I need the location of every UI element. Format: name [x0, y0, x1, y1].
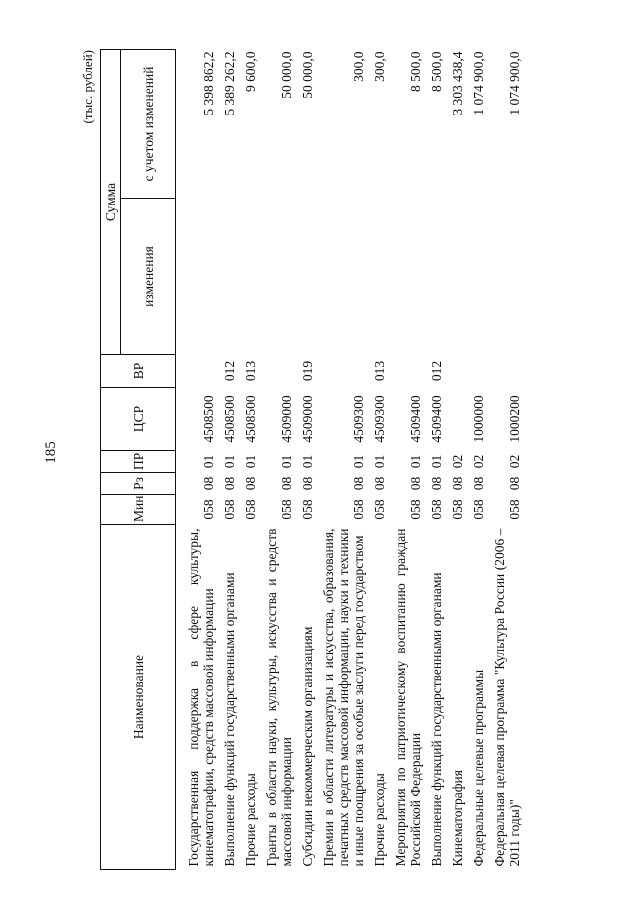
- row-rz: 08: [300, 476, 315, 491]
- table-row: [489, 49, 525, 869]
- row-change: [240, 199, 261, 355]
- row-min: 058: [408, 499, 423, 520]
- row-min: 058: [450, 499, 465, 520]
- table-row: [447, 49, 468, 869]
- row-total: 8 500,0: [408, 51, 423, 92]
- row-change: [426, 199, 447, 355]
- row-vr: [447, 355, 468, 388]
- row-change: [390, 199, 426, 355]
- row-csr: 1000200: [507, 395, 522, 443]
- table-row: [318, 49, 369, 869]
- table-row: [390, 49, 426, 869]
- row-total: 3 303 438,4: [450, 51, 465, 116]
- row-vr: [468, 355, 489, 388]
- row-pr: 01: [222, 454, 237, 469]
- row-name: Государственная поддержка в сфере культуры, кинематографии, средств массовой информации: [186, 528, 216, 867]
- header-csr: ЦСР: [101, 388, 176, 451]
- row-total: 9 600,0: [243, 51, 258, 92]
- row-csr: [447, 388, 468, 451]
- units-note: (тыс. рублей): [80, 50, 95, 124]
- row-rz: 08: [471, 476, 486, 491]
- row-vr: [318, 355, 369, 388]
- row-rz: 08: [279, 476, 294, 491]
- row-csr: 4509000: [300, 395, 315, 443]
- row-vr: 013: [372, 360, 387, 382]
- row-total: 8 500,0: [429, 51, 444, 92]
- header-with-change: с учетом изменений: [121, 49, 176, 198]
- row-name: Выполнение функций государственными органами: [222, 572, 237, 867]
- table-row: [369, 49, 390, 869]
- row-pr: 01: [243, 454, 258, 469]
- row-name: Прочие расходы: [243, 773, 258, 867]
- row-rz: 08: [372, 476, 387, 491]
- row-pr: 02: [507, 454, 522, 469]
- row-name: Субсидии некоммерческим организациям: [300, 626, 315, 867]
- row-total: 50 000,0: [279, 51, 294, 99]
- row-vr: [489, 355, 525, 388]
- row-rz: 08: [243, 476, 258, 491]
- row-min: 058: [507, 499, 522, 520]
- row-rz: 08: [222, 476, 237, 491]
- table-row: [297, 49, 318, 869]
- row-pr: 02: [471, 454, 486, 469]
- table-row: [426, 49, 447, 869]
- header-change: изменения: [121, 199, 176, 355]
- row-rz: 08: [429, 476, 444, 491]
- row-csr: 4509000: [279, 395, 294, 443]
- header-sum: Сумма: [101, 49, 121, 354]
- page-number: 185: [42, 441, 59, 464]
- row-vr: 019: [300, 360, 315, 382]
- row-min: 058: [243, 499, 258, 520]
- row-change: [318, 199, 369, 355]
- row-change: [219, 199, 240, 355]
- budget-table-page: [80, 50, 610, 870]
- row-change: [447, 199, 468, 355]
- row-pr: 01: [279, 454, 294, 469]
- table-header: [101, 49, 176, 869]
- header-min: Мин: [101, 495, 176, 525]
- row-rz: 08: [201, 476, 216, 491]
- row-change: [468, 199, 489, 355]
- budget-table: [100, 49, 525, 870]
- row-rz: 08: [450, 476, 465, 491]
- row-min: 058: [429, 499, 444, 520]
- row-change: [489, 199, 525, 355]
- row-min: 058: [372, 499, 387, 520]
- row-csr: 1000000: [471, 395, 486, 443]
- row-total: 1 074 900,0: [507, 51, 522, 116]
- row-vr: 012: [222, 360, 237, 382]
- header-rz: Рз: [101, 473, 176, 495]
- row-min: 058: [351, 499, 366, 520]
- row-total: 5 389 262,2: [222, 51, 237, 116]
- row-pr: 01: [300, 454, 315, 469]
- row-min: 058: [471, 499, 486, 520]
- row-min: 058: [222, 499, 237, 520]
- row-total: 300,0: [351, 51, 366, 82]
- row-name: Кинематография: [450, 770, 465, 867]
- row-csr: 4508500: [243, 395, 258, 443]
- row-name: Федеральные целевые программы: [471, 669, 486, 867]
- row-csr: 4508500: [222, 395, 237, 443]
- header-pr: ПР: [101, 451, 176, 473]
- row-total: 5 398 862,2: [201, 51, 216, 116]
- table-row: [219, 49, 240, 869]
- table-row: [240, 49, 261, 869]
- row-csr: 4509300: [372, 395, 387, 443]
- row-change: [297, 199, 318, 355]
- row-change: [176, 199, 220, 355]
- row-vr: [390, 355, 426, 388]
- row-csr: 4508500: [201, 395, 216, 443]
- table-body: [176, 49, 526, 869]
- row-name: Федеральная целевая программа "Культура России (2006 – 2011 годы)": [492, 528, 522, 867]
- row-vr: [176, 355, 220, 388]
- row-name: Гранты в области науки, культуры, искусства и средств массовой информации: [264, 528, 294, 867]
- row-pr: 01: [372, 454, 387, 469]
- row-name: Мероприятия по патриотическому воспитанию граждан Российской Федерации: [393, 528, 423, 867]
- row-rz: 08: [351, 476, 366, 491]
- header-vr: ВР: [101, 355, 176, 388]
- row-name: Прочие расходы: [372, 773, 387, 867]
- table-row: [176, 49, 220, 869]
- row-vr: 012: [429, 360, 444, 382]
- header-name: Наименование: [101, 525, 176, 870]
- row-change: [369, 199, 390, 355]
- row-min: 058: [300, 499, 315, 520]
- row-pr: 01: [408, 454, 423, 469]
- row-total: 50 000,0: [300, 51, 315, 99]
- row-total: 300,0: [372, 51, 387, 82]
- table-row: [468, 49, 489, 869]
- row-vr: 013: [243, 360, 258, 382]
- row-csr: 4509300: [351, 395, 366, 443]
- row-pr: 01: [201, 454, 216, 469]
- row-min: 058: [201, 499, 216, 520]
- row-min: 058: [279, 499, 294, 520]
- row-csr: 4509400: [429, 395, 444, 443]
- row-rz: 08: [408, 476, 423, 491]
- row-change: [261, 199, 297, 355]
- row-name: Выполнение функций государственными органами: [429, 572, 444, 867]
- row-total: 1 074 900,0: [471, 51, 486, 116]
- row-pr: 01: [351, 454, 366, 469]
- row-name: Премии в области литературы и искусства, образования, печатных средств массовой информации, науки и техники и иные поощрения за особые заслуги перед государством: [321, 528, 366, 867]
- row-rz: 08: [507, 476, 522, 491]
- row-pr: 02: [450, 454, 465, 469]
- row-pr: 01: [429, 454, 444, 469]
- row-vr: [261, 355, 297, 388]
- row-csr: 4509400: [408, 395, 423, 443]
- table-row: [261, 49, 297, 869]
